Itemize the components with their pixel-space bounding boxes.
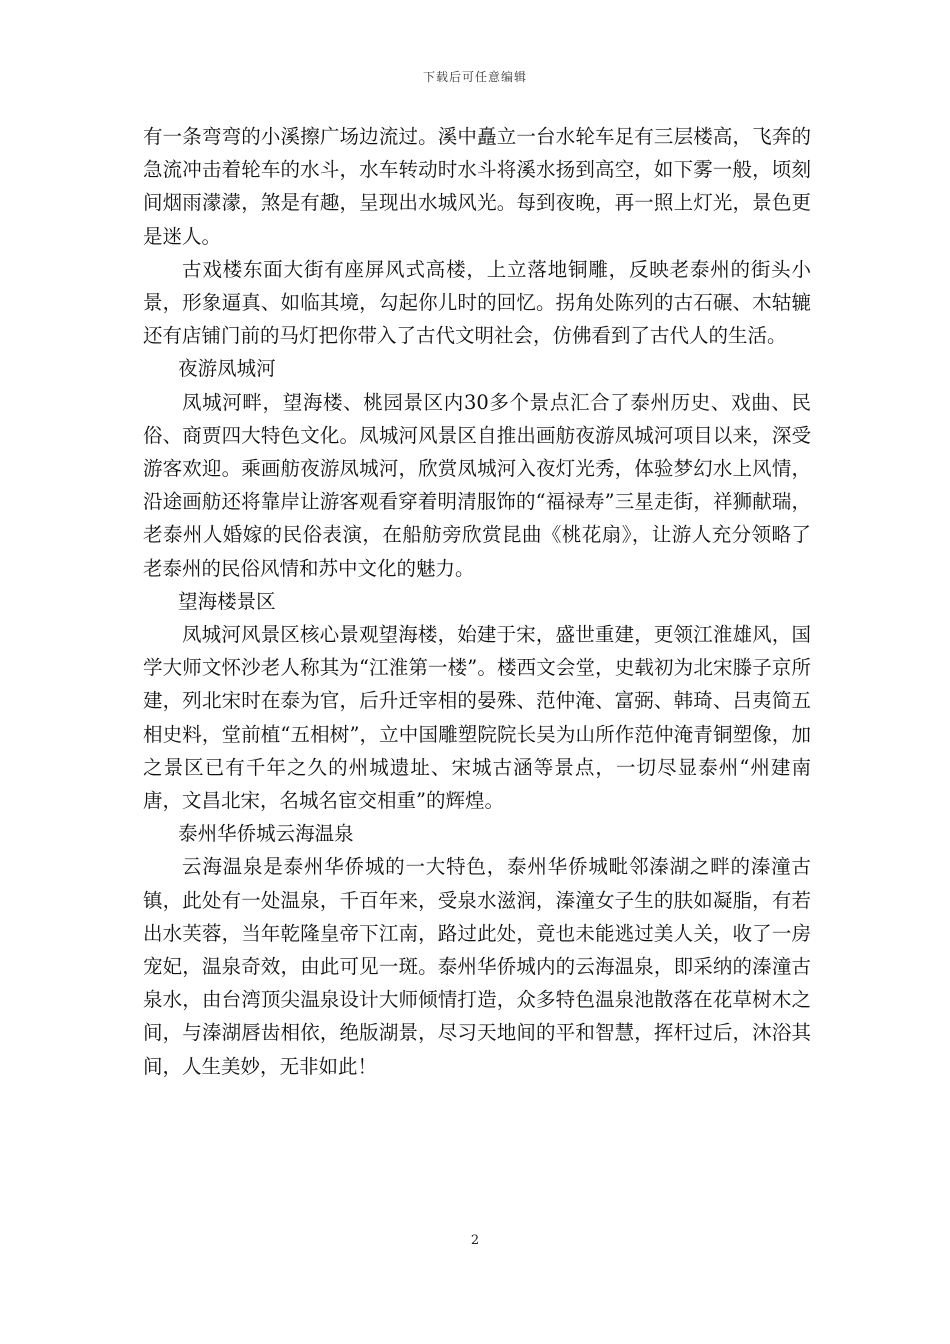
paragraph: 有一条弯弯的小溪擦广场边流过。溪中矗立一台水轮车足有三层楼高，飞奔的急流冲击着轮车的水斗，水车转动时水斗将溪水扬到高空，如下雾一般，顷刻间烟雨濛濛，煞是有趣，呈现出水城风光。每到夜晚，再一照上灯光，景色更是迷人。 <box>143 125 811 248</box>
section-heading: 夜游凤城河 <box>178 357 276 381</box>
section-heading: 泰州华侨城云海温泉 <box>178 822 354 846</box>
paragraph: 凤城河风景区核心景观望海楼，始建于宋，盛世重建，更领江淮雄风，国学大师文怀沙老人称其为“江淮第一楼”。楼西文会堂，史载初为北宋滕子京所建，列北宋时在泰为官，后升迁宰相的晏殊、范仲淹、富弼、韩琦、吕夷简五相史料，堂前植“五相树”，立中国雕塑院院长吴为山所作范仲淹青铜塑像，加之景区已有千年之久的州城遗址、宋城古涵等景点，一切尽显泰州“州建南唐，文昌北宋，名城名宦交相重”的辉煌。 <box>143 623 811 813</box>
section-heading: 望海楼景区 <box>178 589 276 613</box>
page-number: 2 <box>470 1233 480 1248</box>
paragraph: 古戏楼东面大街有座屏风式高楼，上立落地铜雕，反映老泰州的街头小景，形象逼真、如临其境，勾起你儿时的回忆。拐角处陈列的古石碾、木轱辘还有店铺门前的马灯把你带入了古代文明社会，仿佛看到了古代人的生活。 <box>143 257 811 348</box>
paragraph: 凤城河畔，望海楼、桃园景区内30多个景点汇合了泰州历史、戏曲、民俗、商贾四大特色文化。凤城河风景区自推出画舫夜游凤城河项目以来，深受游客欢迎。乘画舫夜游凤城河，欣赏凤城河入夜灯光秀，体验梦幻水上风情，沿途画舫还将靠岸让游客观看穿着明清服饰的“福禄寿”三星走街，祥狮献瑞，老泰州人婚嫁的民俗表演，在船舫旁欣赏昆曲《桃花扇》，让游人充分领略了老泰州的民俗风情和苏中文化的魅力。 <box>143 390 811 580</box>
document-body <box>143 120 811 1083</box>
page-header: 下载后可任意编辑 <box>422 70 527 84</box>
paragraph: 云海温泉是泰州华侨城的一大特色，泰州华侨城毗邻溱湖之畔的溱潼古镇，此处有一处温泉，千百年来，受泉水滋润，溱潼女子生的肤如凝脂，有若出水芙蓉，当年乾隆皇帝下江南，路过此处，竟也未能逃过美人关，收了一房宠妃，温泉奇效，由此可见一斑。泰州华侨城内的云海温泉，即采纳的溱潼古泉水，由台湾顶尖温泉设计大师倾情打造，众多特色温泉池散落在花草树木之间，与溱湖唇齿相依，绝版湖景，尽习天地间的平和智慧，挥杆过后，沐浴其间，人生美妙，无非如此！ <box>143 855 811 1078</box>
